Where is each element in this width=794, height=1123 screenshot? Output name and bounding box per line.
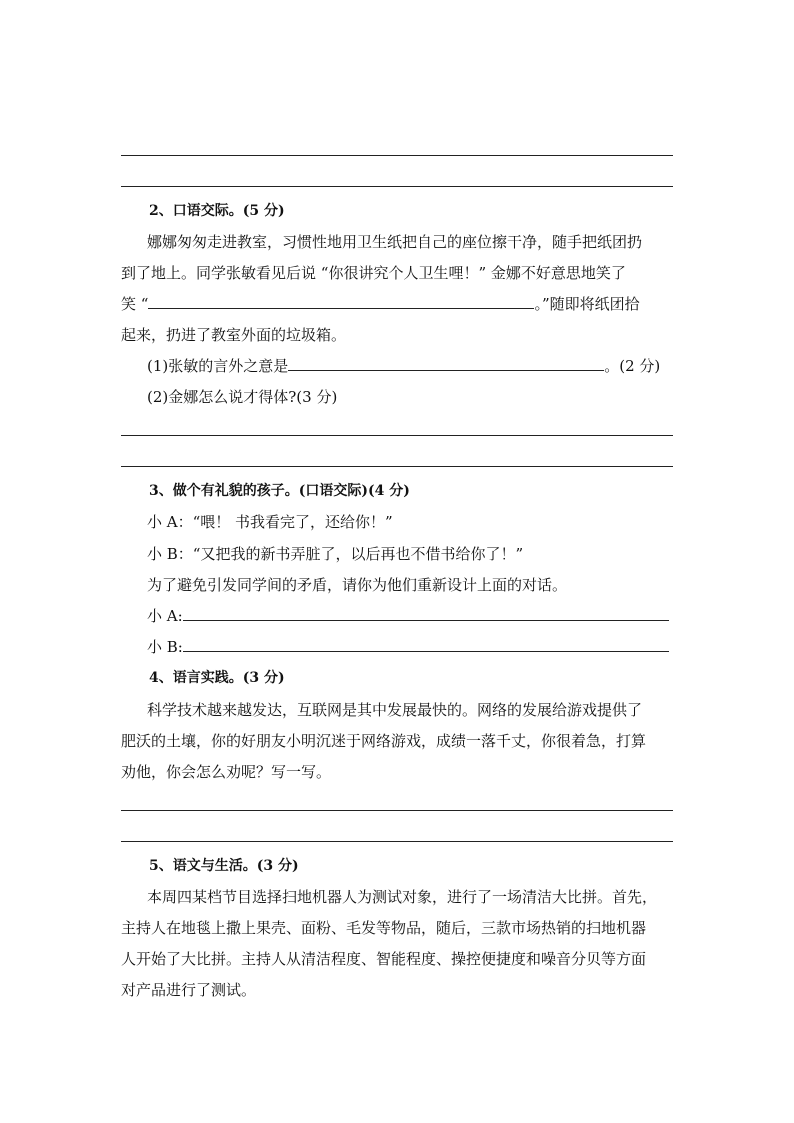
section-2-quote-prefix: 笑 “ [121, 295, 149, 313]
section-5-paragraph-line-4: 对产品进行了测试。 [121, 981, 257, 999]
section-2-paragraph-line-2: 到了地上。同学张敏看见后说 “你很讲究个人卫生哩！” 金娜不好意思地笑了 [121, 264, 626, 282]
section-5-paragraph-line-3: 人开始了大比拼。主持人从清洁程度、智能程度、操控便捷度和噪音分贝等方面 [121, 950, 647, 968]
section-3-answer-a-blank[interactable] [183, 606, 669, 621]
section-2-quote-suffix: 。”随即将纸团拾 [534, 295, 640, 313]
section-2-paragraph-line-1: 娜娜匆匆走进教室，习惯性地用卫生纸把自己的座位擦干净，随手把纸团扔 [147, 233, 643, 251]
section-3-answer-a [147, 606, 677, 626]
section-2-heading: 2、口语交际。(5 分) [149, 203, 285, 219]
section-3-answer-a-label: 小 A: [147, 607, 183, 625]
section-3-heading: 3、做个有礼貌的孩子。(口语交际)(4 分) [149, 483, 410, 499]
section-2-paragraph-line-3 [121, 294, 681, 314]
section-4-paragraph-line-2: 肥沃的土壤，你的好朋友小明沉迷于网络游戏，成绩一落千丈，你很着急，打算 [121, 732, 647, 750]
section-5-paragraph-line-2: 主持人在地毯上撒上果壳、面粉、毛发等物品，随后，三款市场热销的扫地机器 [121, 919, 647, 937]
section-2-question-1 [147, 356, 707, 376]
section-3-answer-b-label: 小 B: [147, 638, 183, 656]
section-4-paragraph-line-3: 劝他，你会怎么劝呢？写一写。 [121, 763, 332, 781]
section-5-paragraph-line-1: 本周四某档节目选择扫地机器人为测试对象，进行了一场清洁大比拼。首先， [147, 888, 658, 906]
answer-line-prev-2 [121, 186, 673, 187]
answer-line-s4-2[interactable] [121, 841, 673, 842]
section-3-dialogue-a: 小 A：“喂！ 书我看完了，还给你！” [147, 513, 393, 531]
section-3-instruction: 为了避免引发同学间的矛盾，请你为他们重新设计上面的对话。 [147, 576, 568, 594]
section-4-paragraph-line-1: 科学技术越来越发达，互联网是其中发展最快的。网络的发展给游戏提供了 [147, 701, 643, 719]
section-2-quote-blank[interactable] [148, 294, 534, 309]
section-3-dialogue-b: 小 B：“又把我的新书弄脏了，以后再也不借书给你了！” [147, 545, 524, 563]
section-2-question-1-blank[interactable] [288, 356, 604, 371]
section-4-heading: 4、语言实践。(3 分) [149, 670, 285, 686]
section-3-answer-b [147, 637, 677, 657]
section-2-paragraph-line-4: 起来，扔进了教室外面的垃圾箱。 [121, 326, 347, 344]
section-5-heading: 5、语文与生活。(3 分) [149, 858, 299, 874]
answer-line-prev-1 [121, 155, 673, 156]
section-2-question-1-prefix: (1)张敏的言外之意是 [147, 357, 289, 375]
section-2-question-2: (2)金娜怎么说才得体?(3 分) [147, 388, 338, 406]
answer-line-s2-2[interactable] [121, 466, 673, 467]
answer-line-s4-1[interactable] [121, 810, 673, 811]
section-2-question-1-suffix: 。(2 分) [604, 357, 661, 375]
section-3-answer-b-blank[interactable] [183, 637, 669, 652]
answer-line-s2-1[interactable] [121, 435, 673, 436]
